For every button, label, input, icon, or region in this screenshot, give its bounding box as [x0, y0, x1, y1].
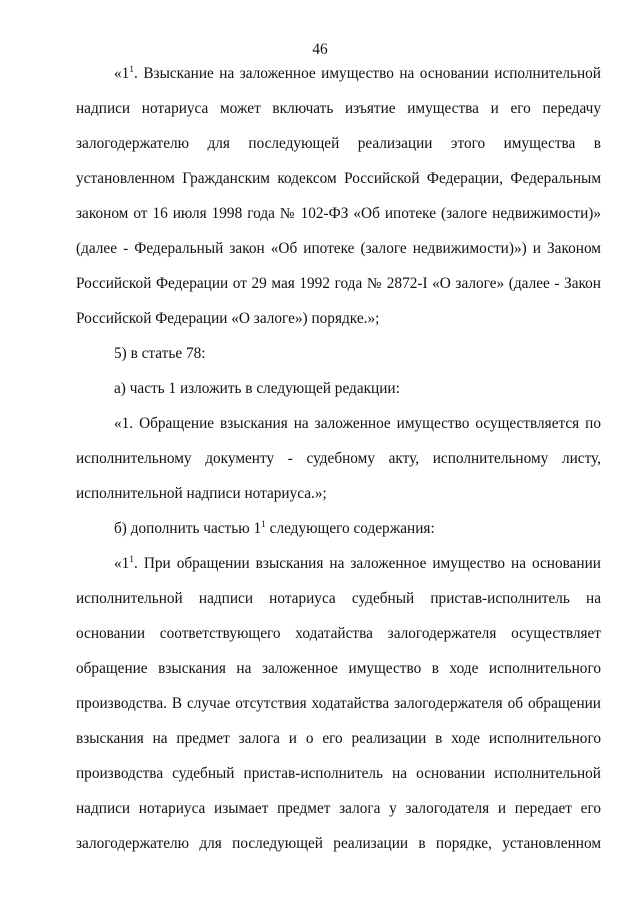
- superscript: 1: [261, 520, 266, 530]
- text-line: исполнительной надписи нотариуса.»;: [76, 485, 327, 502]
- text-line: «$1^1$. При обращении взыскания на заложенное имущество на основании: [114, 555, 601, 572]
- text-line: обращение взыскания на заложенное имущество в ходе исполнительного: [76, 660, 601, 677]
- text-line: исполнительной надписи нотариуса судебный пристав-исполнитель на: [76, 590, 601, 607]
- text-line: основании соответствующего ходатайства залогодержателя осуществляет: [76, 625, 601, 642]
- text-line: производства. В случае отсутствия ходатайства залогодержателя об обращении: [76, 695, 601, 712]
- text-line: Российской Федерации от 29 мая 1992 года № 2872-I «О залоге» (далее - Закон: [76, 275, 601, 292]
- superscript: 1: [129, 555, 135, 565]
- text-line: а) часть 1 изложить в следующей редакции:: [114, 380, 400, 397]
- text-line: залогодержателю для последующей реализации в порядке, установленном: [76, 835, 601, 852]
- superscript: 1: [129, 65, 135, 75]
- text-line: надписи нотариуса изымает предмет залога у залогодателя и передает его: [76, 800, 601, 817]
- text-line: законом от 16 июля 1998 года № 102-ФЗ «Об ипотеке (залоге недвижимости)»: [76, 205, 601, 222]
- text-line: 5) в статье 78:: [114, 345, 206, 362]
- page-number: 46: [312, 41, 328, 58]
- text-line: «1. Обращение взыскания на заложенное имущество осуществляется по: [114, 415, 601, 432]
- text-line: исполнительному документу - судебному акту, исполнительному листу,: [76, 450, 601, 467]
- text-line: надписи нотариуса может включать изъятие имущества и его передачу: [76, 100, 601, 117]
- text-line: производства судебный пристав-исполнитель на основании исполнительной: [76, 765, 601, 782]
- text-line: «$1^1$. Взыскание на заложенное имущество на основании исполнительной: [114, 65, 601, 82]
- text-line: залогодержателю для последующей реализации этого имущества в: [76, 135, 601, 152]
- text-line: взыскания на предмет залога и о его реализации в ходе исполнительного: [76, 730, 601, 747]
- text-line: (далее - Федеральный закон «Об ипотеке (залоге недвижимости)») и Законом: [76, 240, 601, 257]
- text-line: Российской Федерации «О залоге») порядке.»;: [76, 310, 380, 327]
- text-line: б) дополнить частью $1^1$ следующего содержания:: [114, 520, 435, 537]
- text-line: установленном Гражданским кодексом Российской Федерации, Федеральным: [76, 170, 601, 187]
